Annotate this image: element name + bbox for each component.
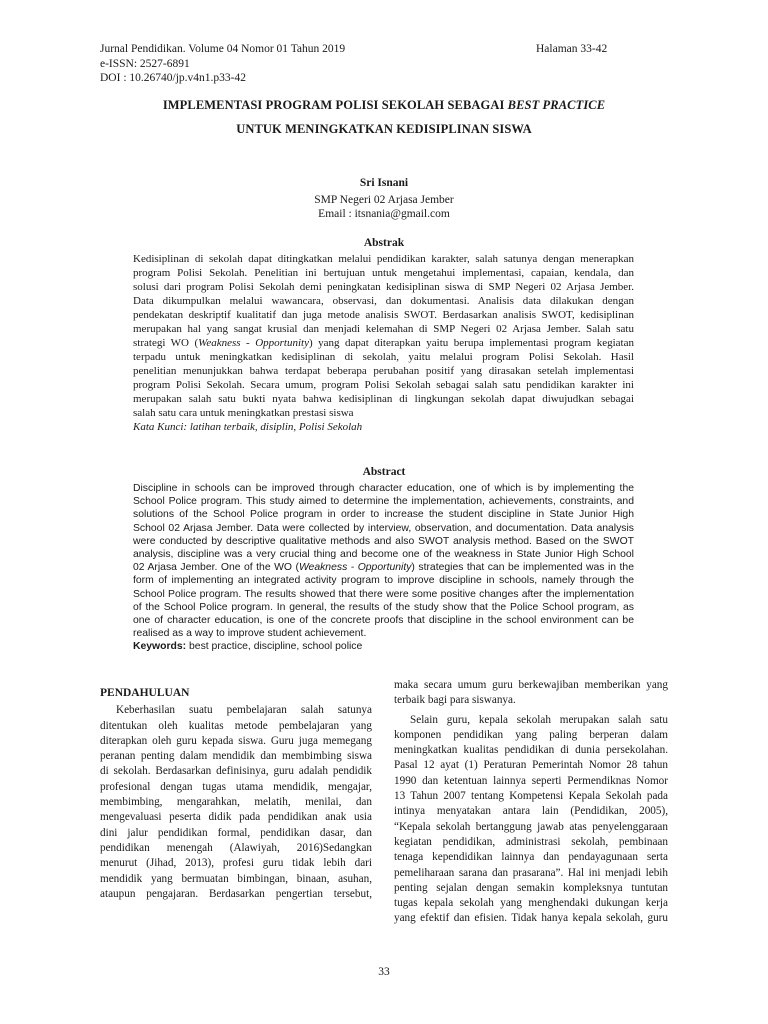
abstrak-line: merupakan salah satu bukti nyata bahwa kedisiplinan di lingkungan sekolah dapat diwujudkan sebagai (133, 393, 634, 405)
page-number: 33 (378, 966, 390, 978)
body-line: profesional dengan tugas utama mendidik, mengajar, (100, 780, 372, 793)
abstract-line: solutions of the School Police program in order to increase the student discipline in State Junior High (133, 509, 634, 521)
abstract-line: were conducted by descriptive qualitative methods and also SWOT analysis method. Based on the SWOT (133, 535, 634, 547)
body-line: 13 Tahun 2007 tentang Kompetensi Kepala Sekolah pada (394, 790, 668, 803)
body-line: menurut (Jihad, 2013), profesi guru tidak lebih dari (100, 857, 372, 870)
section-heading: PENDAHULUAN (100, 687, 190, 699)
body-line: ataupun pengajaran. Berdasarkan pengertian tersebut, (100, 887, 372, 900)
abstrak-line: solusi dari program Polisi Sekolah demi peningkatan kedisiplinan siswa di SMP Negeri 02 Arjasa Jember. (133, 281, 634, 293)
body-left-column (100, 686, 372, 902)
abstrak-line: Data dikumpulkan melalui wawancara, observasi, dan dokumentasi. Analisis data dilakukan dengan (133, 295, 634, 307)
body-line: mengevaluasi peserta didik pada pendidikan anak usia (100, 811, 372, 824)
body-line: ditentukan oleh kualitas metode pembelajaran yang (100, 719, 372, 732)
abstract-line: of the School Police program. In general, the results of the study show that the Police School program, as (133, 601, 634, 613)
abstract-heading: Abstract (362, 466, 406, 478)
body-line: “Kepala sekolah bertanggung jawab atas penyelenggaraan (394, 820, 668, 833)
body-line: Pasal 12 ayat (1) Peraturan Pemerintah Nomor 28 tahun (394, 759, 668, 772)
body-line: terbaik bagi para siswanya. (394, 694, 516, 707)
abstract-line: one of character education, is one of the concrete proofs that discipline in the school environment can be (133, 615, 634, 627)
body-line: Keberhasilan suatu pembelajaran salah satunya (116, 704, 372, 717)
abstrak-body (133, 252, 634, 434)
paper-title-line-1: IMPLEMENTASI PROGRAM POLISI SEKOLAH SEBAGAI BEST PRACTICE (162, 98, 606, 112)
abstrak-line: pendekatan deskriptif kualitatif dan juga metode analisis SWOT. Berdasarkan analisis SWOT, kedisiplinan (133, 309, 634, 321)
body-line: penting sejalan dengan semakin kompleksnya tuntutan (394, 881, 668, 894)
body-line: di sekolah. Berdasarkan definisinya, guru adalah pendidik (100, 765, 372, 778)
author-affiliation: SMP Negeri 02 Arjasa Jember (314, 194, 454, 206)
author-email: Email : itsnania@gmail.com (318, 208, 450, 220)
body-line: Selain guru, kepala sekolah merupakan salah satu (410, 713, 668, 726)
page-range: Halaman 33-42 (536, 43, 608, 55)
abstract-line: School Police program. The results showed that there were some positive changes after the implementation (133, 588, 634, 600)
body-line: intinya menyatakan antara lain (Pendidikan, 2005), (394, 805, 668, 818)
body-line: maka secara umum guru berkewajiban memberikan yang (394, 679, 668, 691)
doi: DOI : 10.26740/jp.v4n1.p33-42 (100, 72, 246, 84)
issn: e-ISSN: 2527-6891 (100, 57, 190, 70)
abstract-line: realised as a way to improve student achievement. (133, 628, 367, 640)
journal-name: Jurnal Pendidikan. Volume 04 Nomor 01 Tahun 2019 (100, 43, 346, 55)
abstrak-line: penelitian menunjukkan bahwa terdapat beberapa perubahan positif yang dirasakan setelah implementasi (133, 365, 634, 377)
body-line: 1990 dan ketentuan lainnya seperti Permendiknas Nomor (394, 774, 668, 787)
body-line: tenaga kependidikan lainnya dan pendayagunaan serta (394, 851, 668, 864)
abstrak-line: terpadu untuk meningkatkan kedisiplinan di sekolah, yaitu melalui program Polisi Sekolah. Hasil (133, 351, 634, 363)
abstrak-line: program Polisi Sekolah. Secara umum, program Polisi Sekolah sebagai salah satu pendidikan karakter ini (133, 379, 634, 391)
abstract-line: analysis, discipline was a very crucial thing and become one of the weakness in State Junior High School (133, 549, 634, 561)
body-line: pendidikan menengah (Alawiyah, 2016)Sedangkan (100, 841, 372, 854)
body-line: yang efektif dan efisien. Tidak hanya kepala sekolah, guru (394, 912, 668, 925)
body-line: pemeliharaan sarana dan prasarana”. Hal ini menjadi lebih (394, 866, 668, 879)
body-line: komponen pendidikan yang paling berperan dalam (394, 728, 668, 741)
paper-title-line-2: UNTUK MENINGKATKAN KEDISIPLINAN SISWA (236, 122, 532, 136)
abstract-line: School 02 Arjasa Jember. Data were collected by interview, observation, and documentation. Data analysis (133, 522, 634, 534)
abstract-line: form of implementing an integrated activity program to improve discipline in schools, namely through the (133, 575, 634, 587)
abstract-wo-line: 02 Arjasa Jember. One of the WO (Weakness - Opportunity) strategies that can be implemented was in the (133, 562, 634, 574)
abstrak-line: salah satu cara untuk meningkatkan prestasi siswa (133, 407, 354, 419)
title-italic: BEST PRACTICE (507, 98, 606, 112)
abstract-line: Discipline in schools can be improved through character education, one of which is by implementing the (133, 483, 634, 494)
abstrak-keywords: Kata Kunci: latihan terbaik, disiplin, Polisi Sekolah (133, 421, 363, 433)
body-line: membimbing, mengarahkan, melatih, menilai, dan (100, 796, 372, 809)
body-line: tugas kepala sekolah yang menghendaki dukungan kerja (394, 897, 668, 910)
body-line: meningkatkan kualitas pendidikan di dunia persekolahan. (394, 744, 668, 757)
body-line: mendidik yang bermuatan bimbingan, binaan, asuhan, (100, 872, 372, 885)
abstrak-heading: Abstrak (363, 237, 405, 249)
running-header (100, 42, 345, 86)
body-line: peranan penting dalam mendidik dan membimbing siswa (100, 750, 372, 763)
abstract-body (133, 482, 634, 654)
abstrak-line: merupakan hal yang sangat krusial dan menjadi kelemahan di SMP Negeri 02 Arjasa Jember. Salah satu (133, 323, 634, 335)
body-right-column (394, 678, 668, 927)
body-line: kegiatan pendidikan, administrasi sekolah, pembinaan (394, 835, 668, 848)
abstrak-wo-line: strategi WO (Weakness - Opportunity) yang dapat diterapkan yaitu berupa implementasi program kegiatan (133, 337, 634, 349)
body-line: dini jalur pendidikan formal, pendidikan dasar, dan (100, 826, 372, 839)
body-line: diterapkan oleh guru kepada siswa. Guru juga memegang (100, 734, 372, 747)
abstrak-line: program Polisi Sekolah. Penelitian ini bertujuan untuk mengetahui implementasi, capaian, kendala, dan (133, 267, 634, 279)
abstract-line: School Police program. This study aimed to determine the implementation, achievements, constraints, and (133, 496, 634, 508)
abstrak-line: Kedisiplinan di sekolah dapat ditingkatkan melalui pendidikan karakter, salah satunya dengan menerapkan (133, 253, 634, 265)
author-name: Sri Isnani (359, 177, 409, 189)
abstract-keywords: Keywords: best practice, discipline, school police (133, 641, 363, 653)
